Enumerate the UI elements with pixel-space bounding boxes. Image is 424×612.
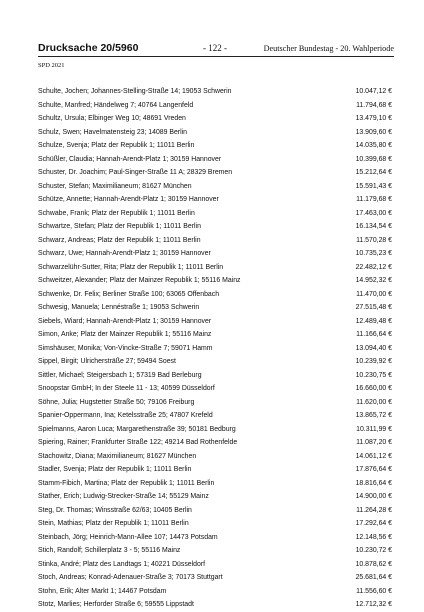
list-item [38, 504, 394, 518]
donor-name-address: Schwarz, Andreas; Platz der Republik 1; 11011 Berlin [38, 236, 201, 244]
donor-name-address: Stinka, André; Platz des Landtags 1; 40221 Düsseldorf [38, 560, 206, 568]
donor-name-address: Simon, Anke; Platz der Mainzer Republik 1; 55116 Mainz [38, 331, 212, 338]
donation-amount: 14.035,80 € [355, 142, 392, 149]
donor-name-address: Schwarz, Uwe; Hannah-Arendt-Platz 1; 30159 Hannover [38, 250, 211, 257]
donor-name-address: Sippel, Birgit; Ulrichersträße 27; 59494 Soest [38, 358, 176, 365]
donation-amount: 11.556,60 € [356, 587, 392, 595]
list-item [38, 328, 394, 342]
donor-name-address: Schweitzer, Alexander; Platz der Mainzer Republik 1; 55116 Mainz [38, 277, 241, 284]
list-item [38, 99, 394, 113]
list-item [38, 153, 394, 167]
donor-name-address: Spiering, Rainer; Frankfurter Straße 122; 49214 Bad Rothenfelde [38, 439, 238, 446]
donation-amount: 10.047,12 € [355, 88, 392, 95]
donor-name-address: Stamm-Fibich, Martina; Platz der Republik 1; 11011 Berlin [38, 479, 215, 487]
donor-name-address: Schwartze, Stefan; Platz der Republik 1; 11011 Berlin [38, 223, 201, 230]
list-item [38, 396, 394, 410]
list-item [38, 261, 394, 275]
donation-amount: 27.515,48 € [355, 304, 392, 311]
document-label: Drucksache 20/ [38, 42, 116, 54]
donation-amount: 10.735,23 € [355, 250, 392, 257]
list-item [38, 585, 394, 599]
donation-amount: 18.816,64 € [355, 479, 392, 487]
document-number-value: 5960 [115, 42, 139, 54]
donor-name-address: Söhne, Julia; Hugstetter Straße 50; 79106 Freiburg [38, 398, 195, 406]
list-item [38, 220, 394, 234]
donor-name-address: Steinbach, Jörg; Heinrich-Mann-Allee 107; 14473 Potsdam [38, 533, 218, 541]
donation-amount: 22.482,12 € [355, 263, 392, 271]
donation-amount: 17.463,00 € [355, 209, 392, 217]
list-item [38, 463, 394, 477]
donation-amount: 17.292,64 € [355, 520, 392, 527]
donation-amount: 10.230,72 € [355, 547, 392, 554]
donation-amount: 14.061,12 € [355, 452, 392, 460]
donor-name-address: Stotz, Marlies; Herforder Straße 6; 59555 Lippstadt [38, 601, 194, 608]
list-item [38, 85, 394, 99]
donation-amount: 11.620,00 € [356, 398, 392, 406]
donation-amount: 12.489,48 € [355, 317, 392, 325]
donor-name-address: Stich, Randolf; Schillerplatz 3 - 5; 55116 Mainz [38, 547, 181, 554]
donor-name-address: Spielmanns, Aaron Luca; Margarethenstraße 39; 50181 Bedburg [38, 425, 236, 433]
list-item [38, 180, 394, 194]
donor-name-address: Siebels, Wiard; Hannah-Arendt-Platz 1; 30159 Hannover [38, 317, 212, 325]
donor-name-address: Schütze, Annette; Hannah-Arendt-Platz 1; 30159 Hannover [38, 196, 219, 203]
donation-amount: 14.900,00 € [355, 493, 392, 500]
donor-name-address: Schuster, Dr. Joachim; Paul-Singer-Straße 11 A; 28329 Bremen [38, 169, 233, 176]
header-title: Deutscher Bundestag - 20. Wahlperiode [263, 44, 394, 53]
list-item [38, 112, 394, 126]
donor-name-address: Stadler, Svenja; Platz der Republik 1; 11011 Berlin [38, 466, 192, 473]
donation-amount: 11.570,28 € [356, 236, 392, 244]
document-number [38, 42, 138, 54]
donation-amount: 12.712,32 € [355, 601, 392, 608]
list-item [38, 598, 394, 612]
donation-amount: 10.239,92 € [355, 358, 392, 365]
donation-amount: 11.264,28 € [356, 506, 392, 514]
donation-amount: 10.878,62 € [355, 560, 392, 568]
donation-list [38, 85, 394, 612]
donation-amount: 10.230,75 € [355, 371, 392, 379]
donor-name-address: Schuster, Stefan; Maximilianeum; 81627 München [38, 182, 192, 190]
section-label: SPD 2021 [38, 62, 65, 69]
list-item [38, 558, 394, 572]
donor-name-address: Stein, Mathias; Platz der Republik 1; 11011 Berlin [38, 520, 189, 527]
list-item [38, 423, 394, 437]
list-item [38, 409, 394, 423]
list-item [38, 288, 394, 302]
donor-name-address: Simshäuser, Monika; Von-Vincke-Straße 7; 59071 Hamm [38, 344, 213, 352]
donation-amount: 11.087,20 € [356, 439, 392, 446]
donation-amount: 12.148,56 € [355, 533, 392, 541]
donor-name-address: Schultz, Ursula; Elbinger Weg 10; 48691 Vreden [38, 115, 186, 122]
donation-amount: 11.179,68 € [356, 196, 392, 203]
donation-amount: 17.876,64 € [355, 466, 392, 473]
list-item [38, 139, 394, 153]
donation-amount: 11.794,68 € [356, 101, 392, 109]
donation-amount: 13.909,60 € [355, 128, 392, 136]
list-item [38, 477, 394, 491]
donation-amount: 13.865,72 € [355, 412, 392, 419]
donation-amount: 15.212,64 € [355, 169, 392, 176]
list-item [38, 355, 394, 369]
donor-name-address: Schulte, Manfred; Händelweg 7; 40764 Langenfeld [38, 101, 194, 109]
donor-name-address: Stachowitz, Diana; Maximilianeum; 81627 München [38, 452, 197, 460]
list-item [38, 207, 394, 221]
donation-amount: 11.470,00 € [356, 290, 392, 298]
list-item [38, 166, 394, 180]
list-item [38, 315, 394, 329]
list-item [38, 382, 394, 396]
donor-name-address: Steg, Dr. Thomas; Winsstraße 62/63; 10405 Berlin [38, 506, 192, 514]
donation-amount: 10.399,68 € [355, 155, 392, 163]
donation-amount: 14.952,32 € [355, 277, 392, 284]
donor-name-address: Stather, Erich; Ludwig-Strecker-Straße 14; 55129 Mainz [38, 493, 209, 500]
donation-amount: 16.660,00 € [355, 385, 392, 392]
donor-name-address: Spanier-Oppermann, Ina; Ketelsstraße 25; 47807 Krefeld [38, 412, 213, 419]
donation-amount: 13.479,10 € [355, 115, 392, 122]
donor-name-address: Schwenke, Dr. Felix; Berliner Straße 100; 63065 Offenbach [38, 290, 220, 298]
donation-amount: 13.094,40 € [355, 344, 392, 352]
donor-name-address: Schulze, Svenja; Platz der Republik 1; 11011 Berlin [38, 142, 195, 149]
list-item [38, 517, 394, 531]
page-number: - 122 - [203, 43, 227, 53]
list-item [38, 126, 394, 140]
donation-amount: 11.166,64 € [356, 331, 392, 338]
donation-amount: 16.134,54 € [355, 223, 392, 230]
list-item [38, 193, 394, 207]
list-item [38, 490, 394, 504]
list-item [38, 531, 394, 545]
donor-name-address: Schulte, Jochen; Johannes-Stelling-Straße 14; 19053 Schwerin [38, 88, 232, 95]
donor-name-address: Snoopstar GmbH; In der Steele 11 - 13; 40599 Düsseldorf [38, 385, 215, 392]
page-header [38, 42, 394, 57]
list-item [38, 234, 394, 248]
donor-name-address: Schwabe, Frank; Platz der Republik 1; 11011 Berlin [38, 209, 195, 217]
donation-amount: 25.681,64 € [355, 574, 392, 581]
donor-name-address: Stoch, Andreas; Konrad-Adenauer-Straße 3; 70173 Stuttgart [38, 574, 223, 581]
list-item [38, 274, 394, 288]
list-item [38, 301, 394, 315]
donor-name-address: Schüßler, Claudia; Hannah-Arendt-Platz 1; 30159 Hannover [38, 155, 222, 163]
list-item [38, 247, 394, 261]
list-item [38, 342, 394, 356]
list-item [38, 544, 394, 558]
donor-name-address: Sittler, Michael; Steigersbach 1; 57319 Bad Berleburg [38, 371, 202, 379]
list-item [38, 571, 394, 585]
donor-name-address: Stohn, Erik; Alter Markt 1; 14467 Potsdam [38, 587, 167, 595]
donor-name-address: Schulz, Swen; Havelmatensteig 23; 14089 Berlin [38, 128, 187, 136]
list-item [38, 369, 394, 383]
donation-amount: 15.591,43 € [355, 182, 392, 190]
donation-amount: 10.311,99 € [356, 425, 392, 433]
donor-name-address: Schwarzelühr-Sutter, Rita; Platz der Republik 1; 11011 Berlin [38, 263, 224, 271]
list-item [38, 450, 394, 464]
list-item [38, 436, 394, 450]
donor-name-address: Schwesig, Manuela; Lennéstraße 1; 19053 Schwerin [38, 304, 200, 311]
